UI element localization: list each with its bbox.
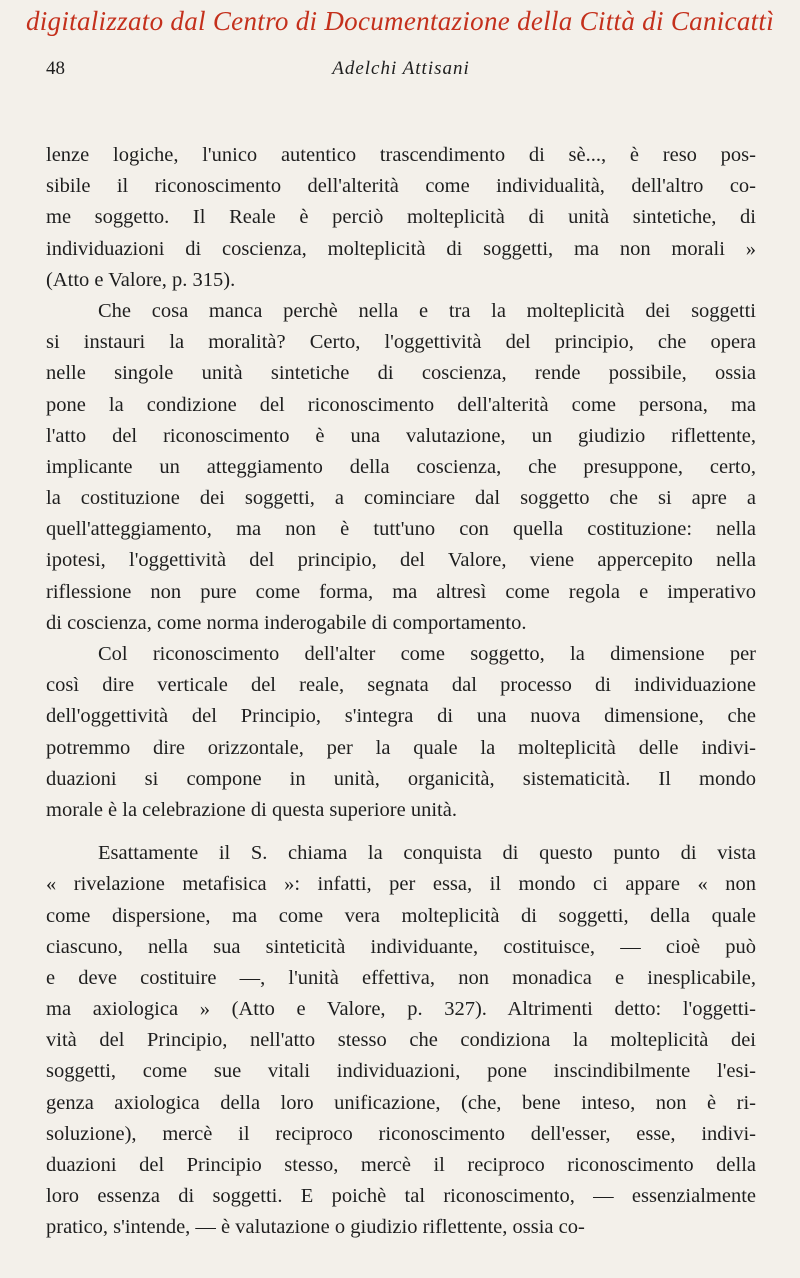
text-line: morale è la celebrazione di questa superiore unità. xyxy=(46,798,457,821)
text-line: lenze logiche, l'unico autentico trascendimento di sè..., è reso pos- xyxy=(46,144,756,166)
text-line: genza axiologica della loro unificazione, (che, bene inteso, non è ri- xyxy=(46,1091,756,1114)
paragraph xyxy=(46,140,756,296)
text-line: nelle singole unità sintetiche di coscienza, rende possibile, ossia xyxy=(46,362,756,385)
paragraph-gap xyxy=(46,826,756,838)
text-line: duazioni del Principio stesso, mercè il reciproco riconoscimento della xyxy=(46,1154,756,1176)
text-line: individuazioni di coscienza, molteplicità di soggetti, ma non morali » xyxy=(46,237,756,260)
text-line: implicante un atteggiamento della coscienza, che presuppone, certo, xyxy=(46,455,756,478)
text-line: la costituzione dei soggetti, a cominciare dal soggetto che si apre a xyxy=(46,487,756,510)
text-line: sibile il riconoscimento dell'alterità come individualità, dell'altro co- xyxy=(46,175,756,198)
text-line: quell'atteggiamento, ma non è tutt'uno con quella costituzione: nella xyxy=(46,518,756,541)
banner-text: digitalizzato dal Centro di Documentazione della Città di Canicattì xyxy=(25,5,775,36)
text-line: così dire verticale del reale, segnata dal processo di individuazione xyxy=(46,674,756,697)
text-line: e deve costituire —, l'unità effettiva, non monadica e inesplicabile, xyxy=(46,966,756,989)
text-line: Che cosa manca perchè nella e tra la molteplicità dei soggetti xyxy=(98,299,756,322)
text-line: loro essenza di soggetti. E poichè tal riconoscimento, — essenzialmente xyxy=(46,1185,756,1208)
text-line: ipotesi, l'oggettività del principio, del Valore, viene appercepito nella xyxy=(46,549,756,572)
text-line: vità del Principio, nell'atto stesso che condiziona la molteplicità dei xyxy=(46,1029,756,1052)
text-line: dell'oggettività del Principio, s'integra di una nuova dimensione, che xyxy=(46,705,756,728)
digitization-banner xyxy=(0,0,800,42)
text-line: me soggetto. Il Reale è perciò molteplicità di unità sintetiche, di xyxy=(46,206,756,229)
text-line: ma axiologica » (Atto e Valore, p. 327). Altrimenti detto: l'oggetti- xyxy=(46,998,756,1021)
page-header xyxy=(46,58,756,84)
text-line: pone la condizione del riconoscimento dell'alterità come persona, ma xyxy=(46,393,756,416)
text-line: l'atto del riconoscimento è una valutazione, un giudizio riflettente, xyxy=(46,424,756,447)
text-line: « rivelazione metafisica »: infatti, per essa, il mondo ci appare « non xyxy=(46,873,756,896)
text-line: di coscienza, come norma inderogabile di comportamento. xyxy=(46,611,527,634)
text-line: riflessione non pure come forma, ma altresì come regola e imperativo xyxy=(46,580,756,603)
text-line: duazioni si compone in unità, organicità, sistematicità. Il mondo xyxy=(46,767,756,790)
paragraph xyxy=(46,838,756,1243)
running-head: Adelchi Attisani xyxy=(332,58,470,79)
text-line: potremmo dire orizzontale, per la quale la molteplicità delle indivi- xyxy=(46,736,756,759)
text-line: pratico, s'intende, — è valutazione o giudizio riflettente, ossia co- xyxy=(46,1216,585,1239)
text-line: Col riconoscimento dell'alter come soggetto, la dimensione per xyxy=(98,643,756,665)
body-text xyxy=(46,140,756,1244)
text-line: soluzione), mercè il reciproco riconoscimento dell'esser, esse, indivi- xyxy=(46,1122,756,1145)
text-line: soggetti, come sue vitali individuazioni, pone inscindibilmente l'esi- xyxy=(46,1060,756,1083)
text-line: (Atto e Valore, p. 315). xyxy=(46,268,236,291)
paragraph xyxy=(46,296,756,639)
text-line: Esattamente il S. chiama la conquista di questo punto di vista xyxy=(98,842,756,865)
text-line: si instauri la moralità? Certo, l'oggettività del principio, che opera xyxy=(46,331,756,354)
text-line: ciascuno, nella sua sinteticità individuante, costituisce, — cioè può xyxy=(46,935,756,958)
paragraph xyxy=(46,639,756,826)
text-line: come dispersione, ma come vera molteplicità di soggetti, della quale xyxy=(46,904,756,927)
page-number: 48 xyxy=(46,58,65,79)
